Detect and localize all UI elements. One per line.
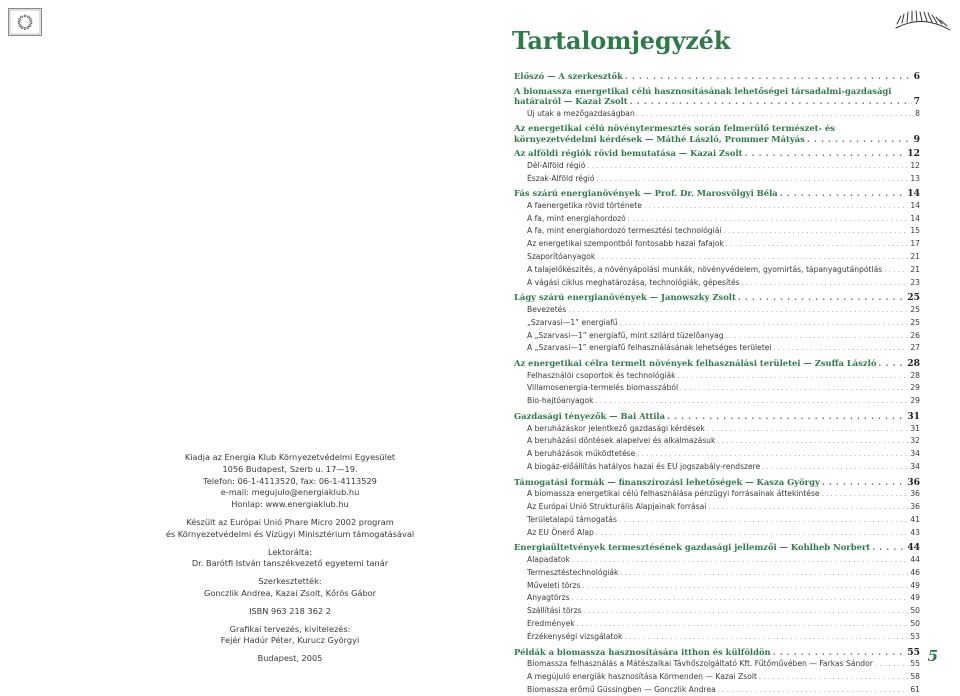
toc-item[interactable] [514, 277, 920, 290]
toc-item-title: A biomassza energetikai célú felhasználása pénzügyi forrásainak áttekintése [527, 489, 820, 499]
dot-leader [726, 331, 909, 343]
dot-leader [724, 226, 909, 238]
toc-item-title: Felhasználói csoportok és technológiák [527, 370, 676, 380]
toc-item[interactable] [514, 461, 920, 474]
toc-item-page: 34 [910, 449, 920, 459]
toc-item[interactable] [514, 382, 920, 395]
toc-item-title: A talajelőkészítés, a növényápolási munkák, növényvédelem, gyomirtás, tápanyagutánpótlás [527, 264, 883, 274]
toc-item-page: 21 [910, 252, 920, 262]
toc-item-title: Dél-Alföld régió [527, 160, 586, 170]
dot-leader [726, 239, 908, 251]
toc-item-page: 29 [910, 383, 920, 393]
toc-item-page: 14 [910, 213, 920, 223]
toc-item-page: 55 [910, 659, 920, 668]
dot-leader [637, 109, 913, 121]
toc-item[interactable] [514, 435, 920, 448]
toc-section-page: 9 [913, 133, 920, 145]
toc-section-page: 12 [907, 148, 920, 160]
toc-item-title: Műveleti törzs [527, 580, 581, 590]
dot-leader [774, 343, 909, 355]
toc-item-page: 31 [910, 423, 920, 433]
dot-leader [878, 358, 905, 369]
toc-item[interactable] [514, 317, 920, 330]
toc-section[interactable] [514, 358, 920, 370]
toc-item[interactable] [514, 501, 920, 514]
toc-item-title: Területalapú támogatás [527, 514, 617, 524]
toc-item-title: A beruházási döntések alapelvei és alkalmazásuk [527, 436, 716, 446]
toc-item[interactable] [514, 304, 920, 317]
dot-leader [822, 477, 905, 488]
toc-item-page: 32 [910, 436, 920, 446]
toc-item-page: 25 [910, 304, 920, 314]
dot-leader [773, 647, 906, 658]
dot-leader [572, 555, 908, 567]
toc-item-title: A vágási ciklus meghatározása, technológiák, gépesítés [527, 277, 740, 287]
imprint-email[interactable]: e-mail: megujulo@energiaklub.hu [220, 487, 360, 498]
toc-section[interactable] [514, 71, 920, 83]
dot-leader [587, 161, 908, 173]
imprint-publisher: Kiadja az Energia Klub Környezetvédelmi Egyesület [184, 452, 396, 462]
dot-leader [625, 71, 912, 82]
toc-section-title: határairól — Kazai Zsolt [514, 96, 628, 106]
toc-item[interactable] [514, 684, 920, 696]
toc-item[interactable] [514, 592, 920, 605]
toc-section-page: 7 [913, 96, 920, 107]
dot-leader [628, 214, 909, 226]
dot-leader [597, 174, 909, 186]
toc-item-title: A fa, mint energiahordozó termesztési technológiái [527, 226, 722, 236]
toc-item[interactable] [514, 251, 920, 264]
dot-leader [680, 383, 908, 395]
dot-leader [596, 396, 909, 408]
toc-item-page: 14 [910, 200, 920, 210]
toc-item-title: „Szarvasi—1” energiafű [527, 317, 618, 327]
toc-item-title: A megújuló energiák hasznosítása Körmenden — Kazai Zsolt [527, 671, 757, 681]
toc-section-title: Lágy szárú energianövények — Janowszky Zsolt [514, 292, 736, 303]
toc-item-page: 28 [910, 370, 920, 380]
imprint-designers: Fejér Hadúr Péter, Kurucz Györgyi [220, 635, 360, 646]
toc-item-title: Anyagtörzs [527, 593, 570, 603]
toc-section-title: Gazdasági tényezők — Bai Attila [514, 411, 666, 422]
toc-item[interactable] [514, 618, 920, 631]
imprint-isbn: ISBN 963 218 362 2 [249, 605, 331, 616]
dot-leader [667, 411, 905, 422]
toc-item-page: 44 [910, 554, 920, 564]
toc-section[interactable] [514, 411, 920, 423]
toc-section-title: Energiaültetvények termesztésének gazdasági jellemzői — Kohlheb Norbert [514, 542, 871, 553]
toc-section[interactable] [514, 188, 920, 200]
toc-item-title: Az energetikai szempontból fontosabb hazai fafajok [527, 239, 724, 249]
eu-flag-icon [8, 8, 42, 36]
dot-leader [620, 568, 908, 580]
toc-section-page: 55 [907, 646, 920, 658]
toc-item-title: Alapadatok [527, 554, 570, 564]
toc-item[interactable] [514, 200, 920, 213]
toc-item-title: Biomassza felhasználás a Mátészalkai Távhőszolgáltató Kft. Fűtőművében — Farkas Sándor [527, 659, 873, 668]
toc-item-page: 8 [915, 108, 920, 118]
page-title: Tartalomjegyzék [512, 26, 731, 55]
toc-section[interactable] [514, 477, 920, 489]
toc-item[interactable] [514, 238, 920, 251]
toc-item-page: 26 [910, 330, 920, 340]
dot-leader [742, 278, 909, 290]
toc-item[interactable] [514, 514, 920, 527]
dot-leader [718, 685, 909, 696]
dot-leader [619, 515, 908, 527]
toc-section-title: Az energetikai célra termelt növények felhasználási területei — Zsuffa László [514, 358, 877, 369]
dot-leader [630, 96, 912, 107]
dot-leader [708, 502, 908, 514]
toc-item[interactable] [514, 580, 920, 593]
toc-item[interactable] [514, 395, 920, 408]
dot-leader [738, 292, 905, 303]
toc-item[interactable] [514, 567, 920, 580]
toc-item-title: Szaporítóanyagok [527, 252, 596, 262]
toc-item-page: 15 [910, 226, 920, 236]
toc-section-title: Fás szárú energianövények — Prof. Dr. Marosvölgyi Béla [514, 188, 778, 199]
toc-item-title: Észak-Alföld régió [527, 173, 595, 183]
toc-section[interactable] [514, 96, 920, 108]
toc-section-page: 31 [907, 411, 920, 423]
toc-section-page: 44 [907, 542, 920, 554]
toc-item[interactable] [514, 342, 920, 355]
dot-leader [644, 201, 908, 213]
toc-item[interactable] [514, 488, 920, 501]
dot-leader [678, 371, 909, 383]
dot-leader [620, 318, 909, 330]
dot-leader [807, 134, 912, 145]
dot-leader [597, 252, 908, 264]
dot-leader [707, 424, 909, 436]
toc-item[interactable] [514, 370, 920, 383]
toc-section-page: 28 [907, 358, 920, 370]
table-of-contents [514, 68, 920, 696]
toc-item-page: 17 [910, 239, 920, 249]
dot-leader [577, 619, 909, 631]
imprint-program: Készült az Európai Unió Phare Micro 2002 program [186, 516, 394, 527]
toc-section-title: Példák a biomassza hasznosítására itthon és külföldön [514, 646, 771, 657]
toc-item-title: Az EU Önerő Alap [527, 527, 594, 537]
toc-section[interactable] [514, 148, 920, 160]
toc-item[interactable] [514, 423, 920, 436]
toc-item-title: A fa, mint energiahordozó [527, 213, 626, 223]
toc-item-title: A biogáz-előállítás hatályos hazai és EU jogszabály-rendszere [527, 461, 761, 471]
toc-item-title: Biomassza erőmű Güssingben — Gonczlik Andrea [527, 684, 716, 694]
toc-item[interactable] [514, 527, 920, 540]
toc-section-page: 6 [913, 71, 920, 82]
toc-section-title: Támogatási formák — finanszírozási lehetőségek — Kasza György [514, 476, 820, 487]
toc-item-page: 49 [910, 593, 920, 603]
dot-leader [884, 265, 908, 277]
dot-leader [745, 148, 906, 159]
toc-item-page: 36 [910, 489, 920, 499]
toc-item[interactable] [514, 225, 920, 238]
toc-item-page: 61 [910, 684, 920, 694]
toc-section[interactable] [514, 134, 920, 146]
toc-item-page: 12 [910, 160, 920, 170]
toc-item-title: A „Szarvasi—1” energiafű felhasználásának lehetséges területei [527, 343, 772, 353]
toc-item-title: A beruházáskor jelentkező gazdasági kérdések [527, 423, 705, 433]
imprint-website[interactable]: Honlap: www.energiaklub.hu [231, 499, 349, 510]
dot-leader [572, 593, 909, 605]
toc-item-page: 46 [910, 567, 920, 577]
toc-item[interactable] [514, 213, 920, 226]
dot-leader [822, 489, 909, 501]
toc-item-title: Termesztéstechnológiák [527, 567, 619, 577]
toc-item-page: 43 [910, 527, 920, 537]
imprint-reviewer-label: Lektorálta: [267, 546, 313, 557]
toc-item-title: Az Európai Unió Strukturális Alapjainak forrásai [527, 502, 707, 512]
toc-item-title: Eredmények [527, 618, 575, 628]
toc-item-page: 53 [910, 631, 920, 641]
toc-section-title-line: Az energetikai célú növénytermesztés során felmerülő természet- és [514, 123, 835, 134]
toc-item-page: 50 [910, 618, 920, 628]
dot-leader [762, 462, 908, 474]
page-number: 5 [927, 647, 938, 665]
toc-item-page: 50 [910, 606, 920, 616]
imprint-block [120, 452, 460, 665]
toc-section-title: környezetvédelmi kérdések — Máthé László, Prommer Mátyás [514, 133, 805, 144]
dot-leader [596, 528, 909, 540]
dot-leader [875, 659, 908, 671]
toc-item[interactable] [514, 264, 920, 277]
toc-item[interactable] [514, 554, 920, 567]
dot-leader [584, 606, 909, 618]
toc-item[interactable] [514, 108, 920, 121]
toc-item-page: 34 [910, 461, 920, 471]
toc-section-page: 14 [907, 188, 920, 200]
energia-klub-logo-icon [894, 6, 952, 36]
toc-section[interactable] [514, 647, 920, 659]
toc-item-page: 29 [910, 396, 920, 406]
toc-item-title: Bevezetés [527, 304, 567, 314]
toc-item-title: Szállítási törzs [527, 606, 582, 616]
toc-section-title: Az alföldi régiók rövid bemutatása — Kazai Zsolt [514, 148, 743, 159]
toc-item-page: 58 [910, 671, 920, 681]
dot-leader [568, 305, 908, 317]
imprint-support: és Környezetvédelmi és Vízügyi Minisztérium támogatásával [165, 528, 415, 539]
imprint-place-year: Budapest, 2005 [257, 653, 323, 664]
toc-item-page: 27 [910, 343, 920, 353]
imprint-reviewer: Dr. Barótfi István tanszékvezető egyetemi tanár [191, 558, 389, 569]
dot-leader [637, 449, 908, 461]
toc-item-page: 25 [910, 317, 920, 327]
toc-section-page: 36 [907, 476, 920, 488]
toc-item-title: Villamosenergia-termelés biomasszából [527, 383, 679, 393]
toc-item[interactable] [514, 330, 920, 343]
toc-item[interactable] [514, 605, 920, 618]
toc-section[interactable] [514, 542, 920, 554]
toc-item-title: Új utak a mezőgazdaságban [527, 108, 635, 118]
toc-item-title: Érzékenységi vizsgálatok [527, 631, 623, 641]
toc-item-title: A faenergetika rövid története [527, 200, 642, 210]
toc-section[interactable] [514, 292, 920, 304]
toc-item-page: 13 [910, 173, 920, 183]
toc-section-title: Előszó — A szerkesztők [514, 71, 623, 81]
toc-item-page: 41 [910, 514, 920, 524]
toc-item-page: 23 [910, 277, 920, 287]
toc-item[interactable] [514, 173, 920, 186]
toc-item-page: 49 [910, 580, 920, 590]
toc-item-title: A beruházások működtetése [527, 449, 636, 459]
toc-item[interactable] [514, 448, 920, 461]
toc-item[interactable] [514, 631, 920, 644]
toc-item[interactable] [514, 671, 920, 684]
toc-item-title: A „Szarvasi—1” energiafű, mint szilárd tüzelőanyag [527, 330, 724, 340]
toc-section-page: 25 [907, 292, 920, 304]
toc-item-title: Bio-hajtóanyagok [527, 396, 594, 406]
dot-leader [624, 632, 908, 644]
toc-item[interactable] [514, 160, 920, 173]
imprint-editors: Gonczlik Andrea, Kazai Zsolt, Kőrös Gábor [203, 587, 377, 598]
dot-leader [583, 581, 909, 593]
dot-leader [717, 436, 908, 448]
dot-leader [759, 672, 908, 684]
toc-item[interactable] [514, 658, 920, 671]
toc-section-title-line: A biomassza energetikai célú hasznosításának lehetőségei társadalmi-gazdasági [514, 85, 892, 96]
dot-leader [780, 188, 906, 199]
imprint-address: 1056 Budapest, Szerb u. 17—19. [222, 463, 358, 474]
imprint-design-label: Grafikai tervezés, kivitelezés: [229, 623, 351, 634]
imprint-phone: Telefon: 06-1-4113520, fax: 06-1-4113529 [203, 475, 377, 486]
toc-item-page: 36 [910, 502, 920, 512]
toc-item-page: 21 [910, 264, 920, 274]
imprint-editors-label: Szerkesztették: [258, 576, 322, 587]
dot-leader [872, 542, 905, 553]
